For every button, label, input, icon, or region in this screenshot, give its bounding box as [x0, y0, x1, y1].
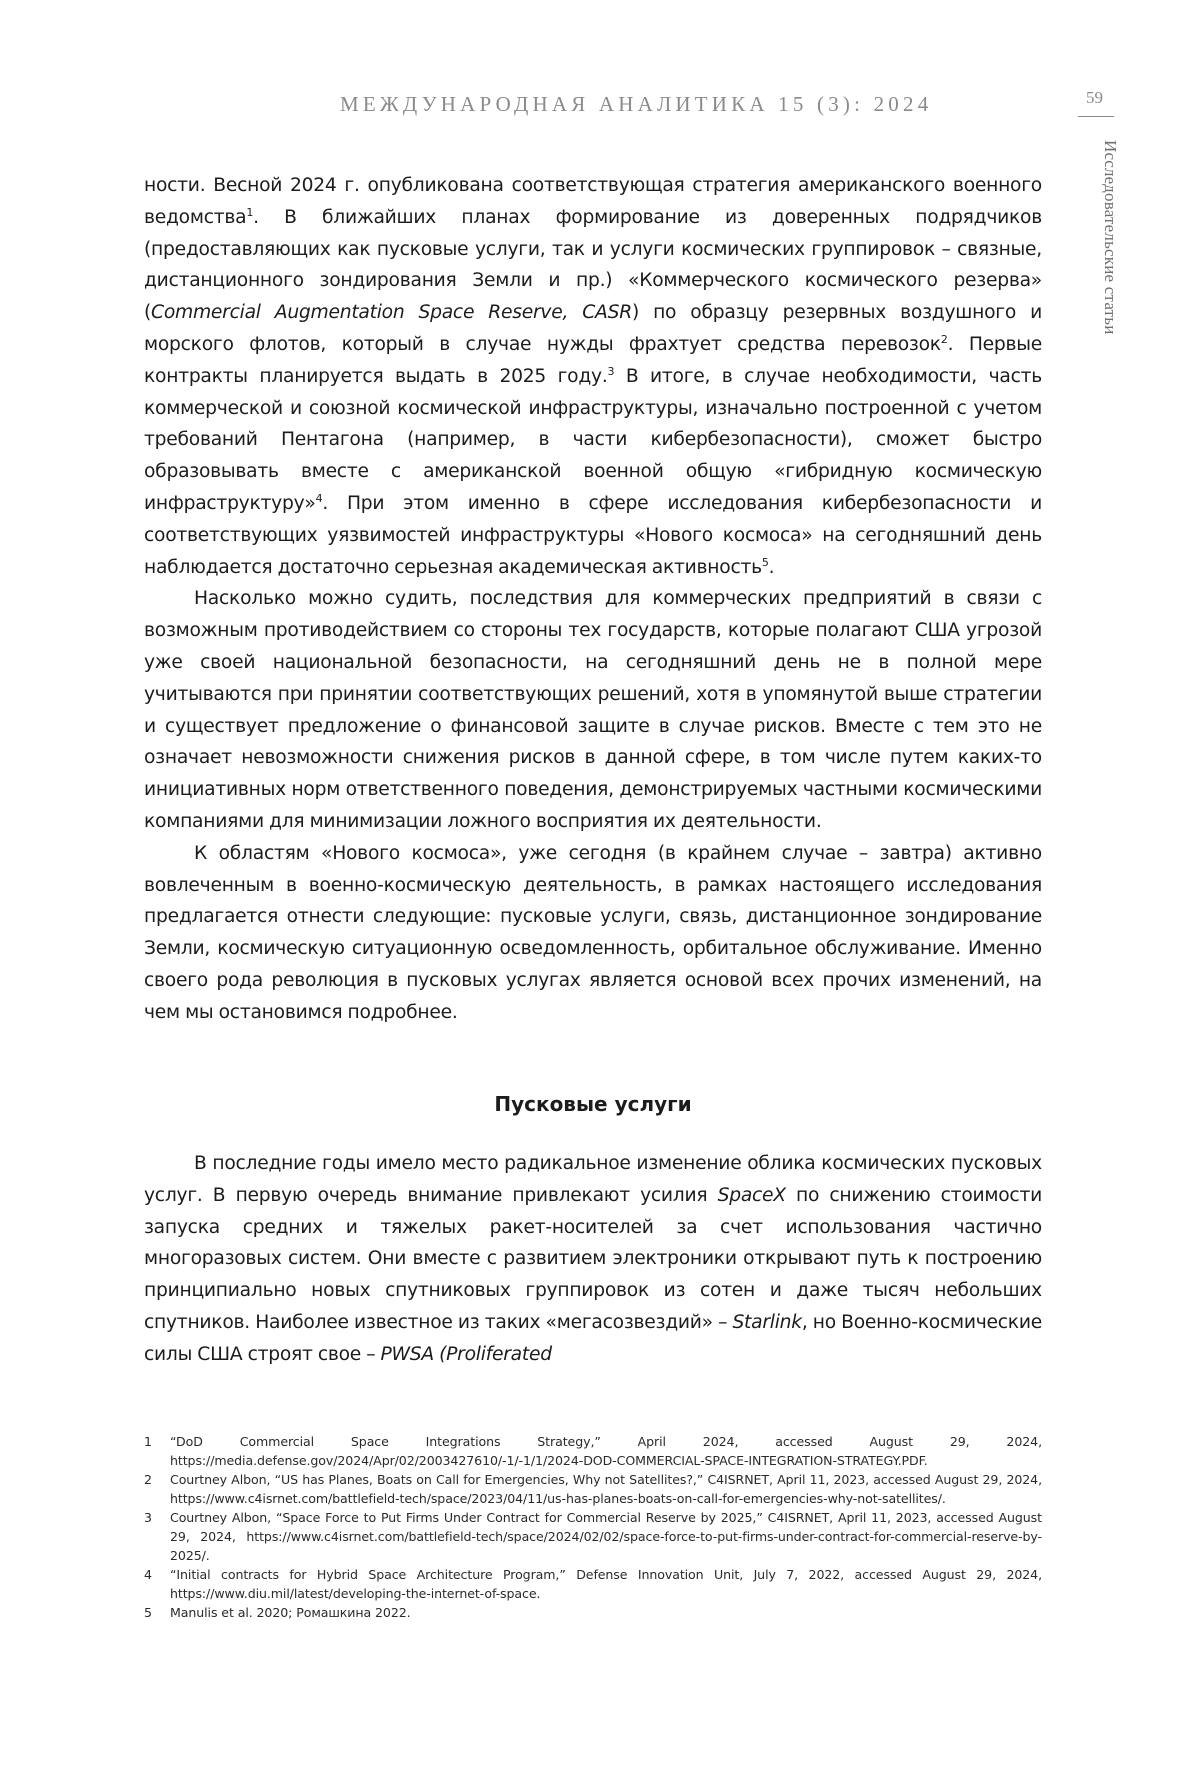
footnote-number: 4 [144, 1567, 153, 1582]
text-run-italic: SpaceX [717, 1184, 786, 1206]
text-run-italic: Commercial Augmentation Space Reserve, CASR [151, 302, 632, 324]
section-heading: Пусковые услуги [494, 1092, 692, 1116]
footnote-ref-5[interactable]: 5 [761, 555, 769, 569]
text-run: . В ближайших планах формирование из доверенных подрядчиков (предоставляющих как пусковые услуги, так и услуги космических группировок – связные, дистанционного зондирования Земли и пр.) «Коммерческого космического резерва» ( [144, 206, 1042, 324]
page-number: 59 [1086, 88, 1103, 107]
text-run: ) по образцу резервных воздушного и морского флотов, который в случае нужды фрахтует средства перевозок [144, 302, 1043, 355]
text-run-italic: Starlink [732, 1311, 802, 1333]
text-run: В последние годы имело место радикальное изменение облика космических пусковых услуг. В первую очередь внимание привлекают усилия [144, 1153, 1042, 1206]
footnote [144, 1470, 1042, 1508]
main-text-lower [144, 1148, 1042, 1371]
footnote-ref-2[interactable]: 2 [940, 332, 948, 346]
text-run-italic: PWSA (Proliferated [380, 1343, 552, 1365]
footnote-text: Courtney Albon, “US has Planes, Boats on Call for Emergencies, Why not Satellites?,” C4ISRNET, April 11, 2023, accessed August 29, 2024, https://www.c4isrnet.com/battlefield-tech/space/2023/04/11/us-has-planes-boats-on-call-for-emergencies-why-not-satellites/. [170, 1472, 1042, 1506]
text-run: . Первые контракты планируется выдать в 2025 году. [144, 333, 1042, 387]
footnotes [144, 1432, 1042, 1622]
main-text-upper [144, 170, 1042, 1029]
paragraph-4 [144, 1148, 1042, 1371]
text-run: В итоге, в случае необходимости, часть коммерческой и союзной космической инфраструктуры, изначально построенной с учетом требований Пентагона (например, в части кибербезопасности), сможет быстро образовывать вместе с американской военной общую «гибридную космическую инфраструктуру» [144, 365, 1042, 514]
section-label: Исследовательские статьи [1101, 140, 1120, 335]
text-run: . [768, 556, 775, 578]
footnote [144, 1565, 1042, 1603]
text-run: ности. Весной 2024 г. опубликована соответствующая стратегия американского военного ведомства [144, 175, 1042, 228]
footnote-number: 5 [144, 1605, 153, 1620]
footnote-text: “DoD Commercial Space Integrations Strategy,” April 2024, accessed August 29, 2024, https://media.defense.gov/2024/Apr/02/2003427610/-1/-1/1/2024-DOD-COMMERCIAL-SPACE-INTEGRATION-STRATEGY.PDF. [170, 1434, 1042, 1468]
footnote-text: “Initial contracts for Hybrid Space Architecture Program,” Defense Innovation Unit, July 7, 2022, accessed August 29, 2024, https://www.diu.mil/latest/developing-the-internet-of-space. [170, 1567, 1042, 1601]
footnote-ref-4[interactable]: 4 [315, 491, 323, 505]
text-run: по снижению стоимости запуска средних и тяжелых ракет-носителей за счет использования частично многоразовых систем. Они вместе с развитием электроники открывают путь к построению принципиально новых спутниковых группировок из сотен и даже тысяч небольших спутников. Наиболее известное из таких «мегасозвездий» – [144, 1184, 1042, 1333]
footnote-ref-3[interactable]: 3 [607, 364, 615, 378]
footnote-number: 3 [144, 1510, 153, 1525]
paragraph-3: К областям «Нового космоса», уже сегодня (в крайнем случае – завтра) активно вовлеченным в военно-космическую деятельность, в рамках настоящего исследования предлагается отнести следующие: пусковые услуги, связь, дистанционное зондирование Земли, космическую ситуационную осведомленность, орбитальное обслуживание. Именно своего рода революция в пусковых услугах является основой всех прочих изменений, на чем мы остановимся подробнее. [144, 842, 1042, 1023]
running-title: МЕЖДУНАРОДНАЯ АНАЛИТИКА 15 (3): 2024 [340, 92, 933, 116]
footnote [144, 1432, 1042, 1470]
footnote-text: Manulis et al. 2020; Ромашкина 2022. [170, 1605, 411, 1620]
footnote-ref-1[interactable]: 1 [246, 205, 254, 219]
text-run: . При этом именно в сфере исследования кибербезопасности и соответствующих уязвимостей инфраструктуры «Нового космоса» на сегодняшний день наблюдается достаточно серьезная академическая активность [144, 492, 1042, 578]
side-divider [1078, 116, 1114, 117]
footnote-number: 1 [144, 1434, 153, 1449]
paragraph-2: Насколько можно судить, последствия для коммерческих предприятий в связи с возможным противодействием со стороны тех государств, которые полагают США угрозой уже своей национальной безопасности, на сегодняшний день не в полной мере учитываются при принятии соответствующих решений, хотя в упомянутой выше стратегии и существует предложение о финансовой защите в случае рисков. Вместе с тем это не означает невозможности снижения рисков в данной сфере, в том числе путем каких-то инициативных норм ответственного поведения, демонстрируемых частными космическими компаниями для минимизации ложного восприятия их деятельности. [144, 588, 1042, 832]
footnote-text: Courtney Albon, “Space Force to Put Firms Under Contract for Commercial Reserve by 2025,” C4ISRNET, April 11, 2023, accessed August 29, 2024, https://www.c4isrnet.com/battlefield-tech/space/2024/02/02/space-force-to-put-firms-under-contract-for-commercial-reserve-by-2025/. [170, 1510, 1042, 1563]
paragraph-1 [144, 170, 1042, 583]
footnote [144, 1603, 1042, 1622]
footnote [144, 1508, 1042, 1565]
footnote-number: 2 [144, 1472, 153, 1487]
text-run: , но Военно-космические силы США строят свое – [144, 1311, 1042, 1365]
